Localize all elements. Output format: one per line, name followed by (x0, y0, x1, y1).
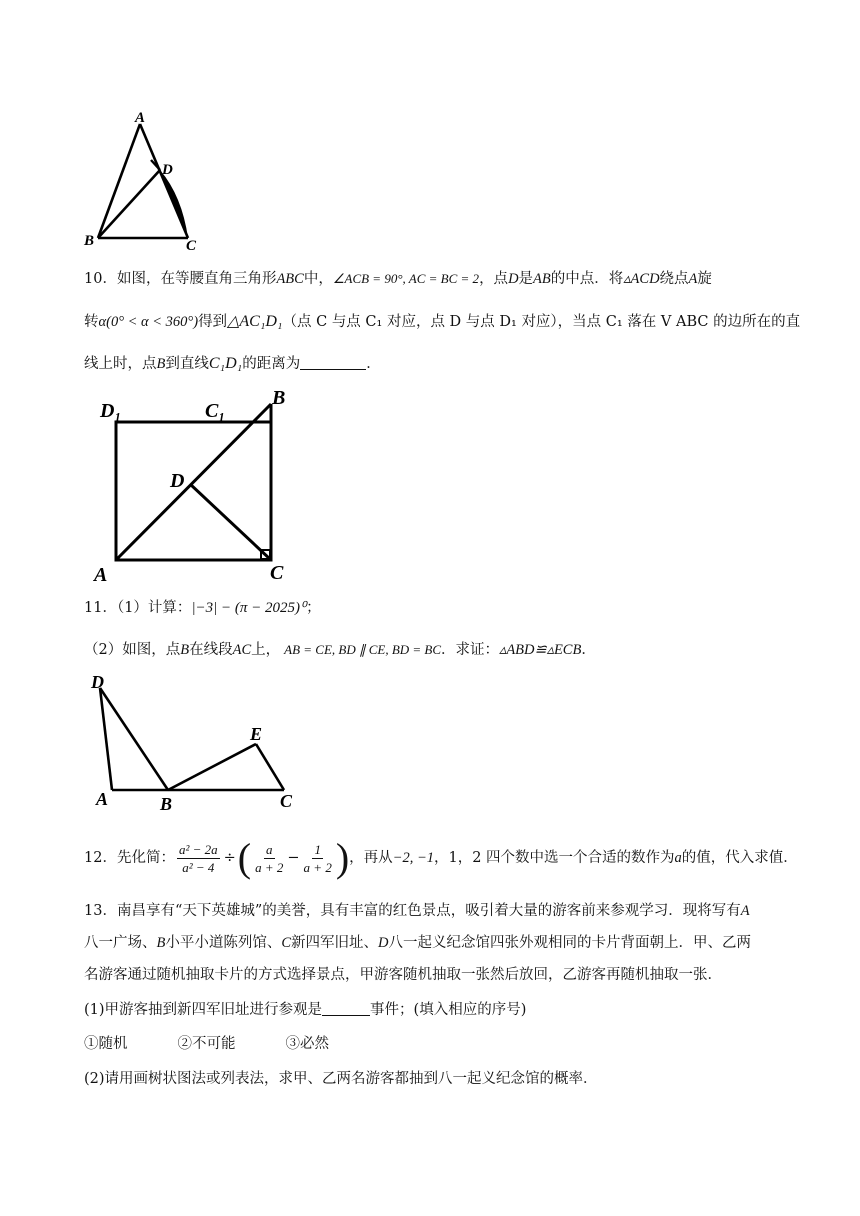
q11-text: ． (581, 642, 596, 658)
q10-ab: AB (533, 271, 551, 287)
label-e: E (250, 724, 263, 744)
q11-ac: AC (232, 642, 252, 658)
fraction-3-numerator: 1 (314, 841, 321, 857)
option-3: ③必然 (285, 1036, 329, 1052)
congruence-figure-q11 (88, 668, 308, 818)
q10-text: ． (366, 356, 381, 372)
answer-blank[interactable] (322, 1001, 370, 1016)
q10-line1 (84, 269, 800, 289)
q12-number: 12． (84, 850, 117, 866)
label-a: A (94, 564, 108, 584)
q10-text: 的距离为 (242, 356, 301, 372)
answer-blank[interactable] (300, 355, 366, 370)
q12-line (84, 836, 800, 880)
q10-text: （点 C 与点 C₁ 对应，点 D 与点 D₁ 对应），当点 C₁ 落在 V ABC 的边所在的直 (282, 314, 801, 330)
q10-triangle: ▵ACD (623, 271, 660, 287)
q12-text: 的值，代入求值． (681, 850, 798, 866)
q13-number: 13． (84, 903, 117, 919)
q13-d: D (378, 935, 389, 951)
q13-b: B (156, 935, 166, 951)
label-c: C (186, 238, 197, 252)
q10-text: 转 (84, 314, 99, 330)
fraction-3 (302, 842, 334, 875)
q11-text: ．求证： (441, 642, 500, 658)
fraction-1-numerator: a² − 2a (178, 841, 218, 857)
q13-sub2 (84, 1069, 800, 1089)
q11-claim: ▵ABD≌▵ECB (499, 642, 582, 658)
q13-text: 名游客通过随机抽取卡片的方式选择景点，甲游客随机抽取一张然后放回，乙游客再随机抽取一张． (84, 967, 722, 983)
q13-text: (1)甲游客抽到新四军旧址进行参观是 (84, 1002, 323, 1018)
right-paren: ) (335, 835, 350, 880)
label-c: C (280, 791, 293, 811)
label-c: C (270, 562, 284, 584)
rotation-figure-q10 (92, 384, 302, 584)
q10-triangle-rotated: △AC₁D₁ (227, 313, 283, 330)
q10-text: 到直线 (165, 356, 209, 372)
q12-a: a (674, 850, 682, 866)
triangle-figure-q9 (78, 104, 208, 252)
q10-text: 如图，在等腰直角三角形 (116, 271, 277, 287)
option-2: ②不可能 (177, 1036, 236, 1052)
divide-sign: ÷ (223, 850, 236, 866)
q13-text: 八一广场、 (84, 935, 157, 951)
q11-text: 上， (251, 642, 281, 658)
q11-part2 (84, 640, 800, 660)
q10-line3 (84, 354, 800, 374)
q13-c: C (281, 935, 292, 951)
label-b: B (272, 387, 286, 409)
q11-text: 在线段 (189, 642, 233, 658)
q13-text: 八一起义纪念馆四张外观相同的卡片背面朝上．甲、乙两 (388, 935, 752, 951)
q10-d: D (508, 271, 519, 287)
minus-sign: − (287, 850, 300, 866)
q12-text: ，再从 (349, 850, 393, 866)
q11-b: B (180, 642, 190, 658)
label-d: D (91, 672, 104, 692)
q10-text: ，点 (479, 271, 509, 287)
q10-a: A (688, 271, 698, 287)
label-d1: D₁ (100, 400, 122, 422)
q10-text: 绕点 (659, 271, 689, 287)
q13-text: 事件；(填入相应的序号) (370, 1002, 527, 1018)
fraction-2-denominator: a + 2 (255, 859, 284, 875)
q13-text: 小平小道陈列馆、 (165, 935, 282, 951)
label-a: A (135, 110, 146, 126)
q10-text: 中， (303, 271, 333, 287)
q10-text: 线上时，点 (84, 356, 157, 372)
left-paren: ( (237, 835, 252, 880)
label-b: B (160, 794, 173, 814)
q12-text: ，1，2 四个数中选一个合适的数作为 (433, 850, 675, 866)
q10-range: (0° < α < 360°) (106, 314, 199, 330)
q11-condition: AB = CE, BD ∥ CE, BD = BC (284, 642, 442, 657)
q11-text: （2）如图，点 (84, 642, 181, 658)
q10-text: 是 (518, 271, 534, 287)
label-a: A (96, 789, 109, 809)
q11-part1 (84, 598, 800, 618)
q11-text: （1）计算： (116, 600, 192, 616)
q10-condition: ∠ACB = 90°, AC = BC = 2 (332, 271, 480, 286)
q10-line2 (84, 312, 800, 332)
fraction-1 (177, 842, 220, 875)
fraction-2 (253, 842, 285, 875)
q10-text: 得到 (198, 314, 228, 330)
q10-abc: ABC (276, 271, 304, 287)
q13-sub1 (84, 1000, 800, 1020)
q13-text: (2)请用画树状图法或列表法，求甲、乙两名游客都抽到八一起义纪念馆的概率． (84, 1071, 598, 1087)
fraction-1-denominator: a² − 4 (182, 859, 215, 875)
q12-text: 先化简： (116, 850, 175, 866)
q10-text: 旋 (697, 271, 712, 287)
q13-line3 (84, 965, 800, 985)
q10-number: 10． (84, 271, 117, 287)
q13-options (84, 1034, 800, 1054)
label-b: B (84, 233, 95, 249)
label-d: D (162, 162, 173, 178)
q13-text: 新四军旧址、 (291, 935, 379, 951)
fraction-3-denominator: a + 2 (303, 859, 332, 875)
q10-text: 的中点．将 (550, 271, 624, 287)
q13-text: 南昌享有“天下英雄城”的美誉，具有丰富的红色景点，吸引着大量的游客前来参观学习．现将写有 (116, 903, 741, 919)
q13-a: A (740, 903, 750, 919)
fraction-2-numerator: a (266, 841, 273, 857)
q12-choices: −2, −1 (392, 850, 434, 866)
q11-number: 11． (84, 600, 117, 616)
q13-line1 (84, 901, 800, 921)
q10-b: B (156, 356, 166, 372)
q10-alpha: α (98, 314, 107, 330)
label-d: D (170, 470, 185, 492)
option-1: ①随机 (84, 1036, 128, 1052)
q11-expression: |−3| − (π − 2025)⁰ (191, 600, 307, 616)
q13-line2 (84, 933, 800, 953)
label-c1: C₁ (205, 400, 226, 422)
q11-text: ； (306, 600, 321, 616)
q10-line-c1d1: C₁D₁ (208, 355, 243, 372)
